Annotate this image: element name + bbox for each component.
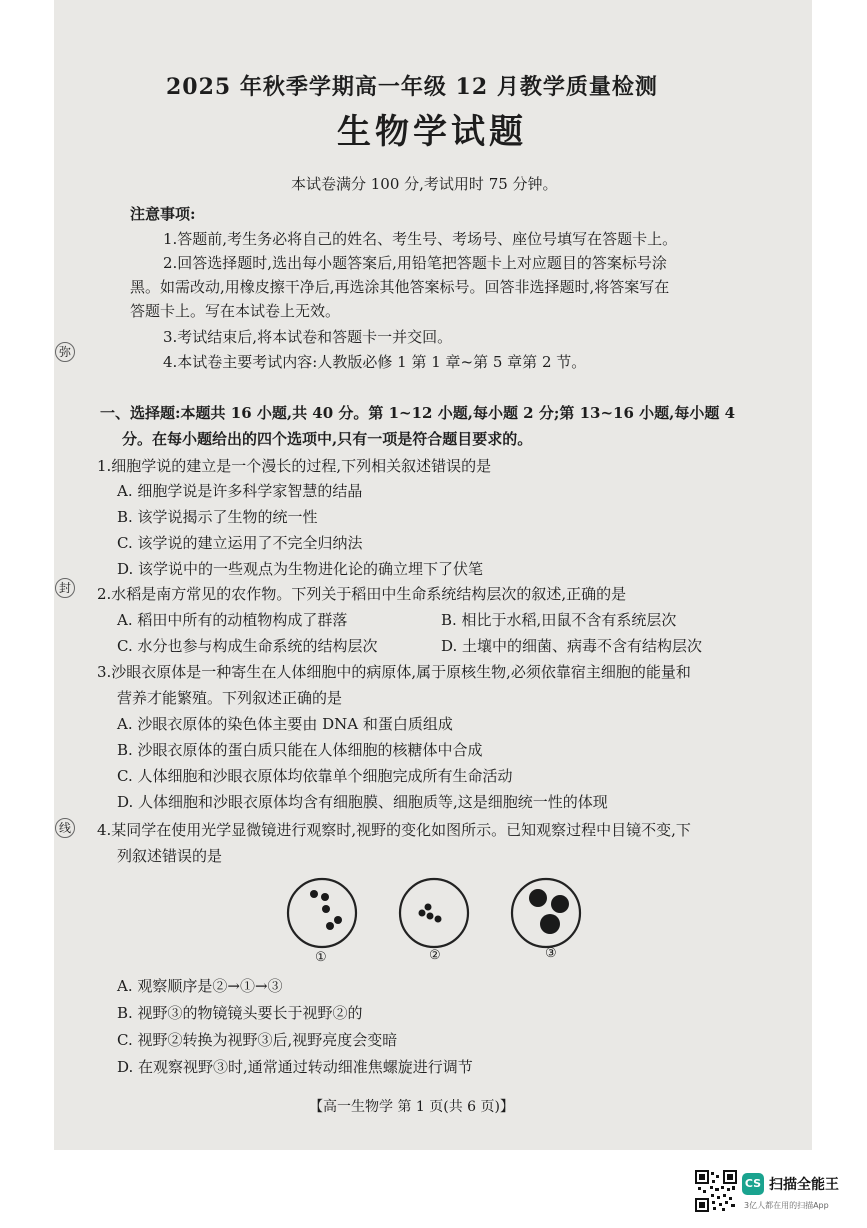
exam-title: 2025 年秋季学期高一年级 12 月教学质量检测	[166, 74, 658, 100]
field-of-view-3	[512, 879, 580, 947]
camscanner-logo-icon: CS	[742, 1173, 764, 1195]
page-footer: 【高一生物学 第 1 页(共 6 页)】	[309, 1099, 514, 1115]
qr-code-icon	[695, 1170, 737, 1212]
figure-label-2: ②	[429, 948, 441, 963]
q1-option-a: A. 细胞学说是许多科学家智慧的结晶	[117, 482, 363, 500]
section-heading-line2: 分。在每小题给出的四个选项中,只有一项是符合题目要求的。	[122, 430, 533, 448]
q1-stem: 1.细胞学说的建立是一个漫长的过程,下列相关叙述错误的是	[97, 457, 492, 475]
microscope-fields-figure	[284, 876, 584, 952]
q4-stem-line1: 4.某同学在使用光学显微镜进行观察时,视野的变化如图所示。已知观察过程中目镜不变,下	[97, 821, 691, 839]
q3-stem-line2: 营养才能繁殖。下列叙述正确的是	[117, 689, 343, 707]
note-2-line1: 2.回答选择题时,选出每小题答案后,用铅笔把答题卡上对应题目的答案标号涂	[163, 254, 667, 272]
q4-option-a: A. 观察顺序是②→①→③	[117, 977, 283, 995]
q3-option-a: A. 沙眼衣原体的染色体主要由 DNA 和蛋白质组成	[117, 715, 453, 733]
note-2-line3: 答题卡上。写在本试卷上无效。	[130, 302, 341, 320]
figure-label-1: ①	[315, 950, 327, 965]
seal-mark-mi: 弥	[55, 342, 75, 362]
q1-option-c: C. 该学说的建立运用了不完全归纳法	[117, 534, 363, 552]
q1-option-d: D. 该学说中的一些观点为生物进化论的确立埋下了伏笔	[117, 560, 484, 578]
figure-label-3: ③	[545, 946, 557, 961]
note-4: 4.本试卷主要考试内容:人教版必修 1 第 1 章~第 5 章第 2 节。	[163, 353, 587, 371]
field-of-view-2	[400, 879, 468, 947]
field-of-view-1	[288, 879, 356, 947]
q3-option-b: B. 沙眼衣原体的蛋白质只能在人体细胞的核糖体中合成	[117, 741, 483, 759]
q2-option-b: B. 相比于水稻,田鼠不含有系统层次	[441, 611, 677, 629]
q3-stem-line1: 3.沙眼衣原体是一种寄生在人体细胞中的病原体,属于原核生物,必须依靠宿主细胞的能量和	[97, 663, 691, 681]
scanner-app-name: 扫描全能王	[769, 1177, 839, 1193]
q4-stem-line2: 列叙述错误的是	[117, 847, 223, 865]
subject-title: 生物学试题	[337, 112, 527, 152]
section-heading-line1: 一、选择题:本题共 16 小题,共 40 分。第 1~12 小题,每小题 2 分;第 13~16 小题,每小题 4	[100, 404, 736, 422]
q4-option-b: B. 视野③的物镜镜头要长于视野②的	[117, 1004, 363, 1022]
exam-info: 本试卷满分 100 分,考试用时 75 分钟。	[291, 175, 558, 193]
seal-mark-xian: 线	[55, 818, 75, 838]
q2-option-a: A. 稻田中所有的动植物构成了群落	[117, 611, 348, 629]
q1-option-b: B. 该学说揭示了生物的统一性	[117, 508, 318, 526]
q2-stem: 2.水稻是南方常见的农作物。下列关于稻田中生命系统结构层次的叙述,正确的是	[97, 585, 627, 603]
q2-option-d: D. 土壤中的细菌、病毒不含有结构层次	[441, 637, 703, 655]
q3-option-d: D. 人体细胞和沙眼衣原体均含有细胞膜、细胞质等,这是细胞统一性的体现	[117, 793, 608, 811]
q4-option-c: C. 视野②转换为视野③后,视野亮度会变暗	[117, 1031, 398, 1049]
q2-option-c: C. 水分也参与构成生命系统的结构层次	[117, 637, 378, 655]
seal-mark-feng: 封	[55, 578, 75, 598]
scanner-tagline: 3亿人都在用的扫描App	[744, 1201, 829, 1210]
q4-option-d: D. 在观察视野③时,通常通过转动细准焦螺旋进行调节	[117, 1058, 473, 1076]
q3-option-c: C. 人体细胞和沙眼衣原体均依靠单个细胞完成所有生命活动	[117, 767, 513, 785]
notes-heading: 注意事项:	[130, 205, 196, 223]
note-2-line2: 黑。如需改动,用橡皮擦干净后,再选涂其他答案标号。回答非选择题时,将答案写在	[130, 278, 670, 296]
note-3: 3.考试结束后,将本试卷和答题卡一并交回。	[163, 328, 453, 346]
note-1: 1.答题前,考生务必将自己的姓名、考生号、考场号、座位号填写在答题卡上。	[163, 230, 678, 248]
